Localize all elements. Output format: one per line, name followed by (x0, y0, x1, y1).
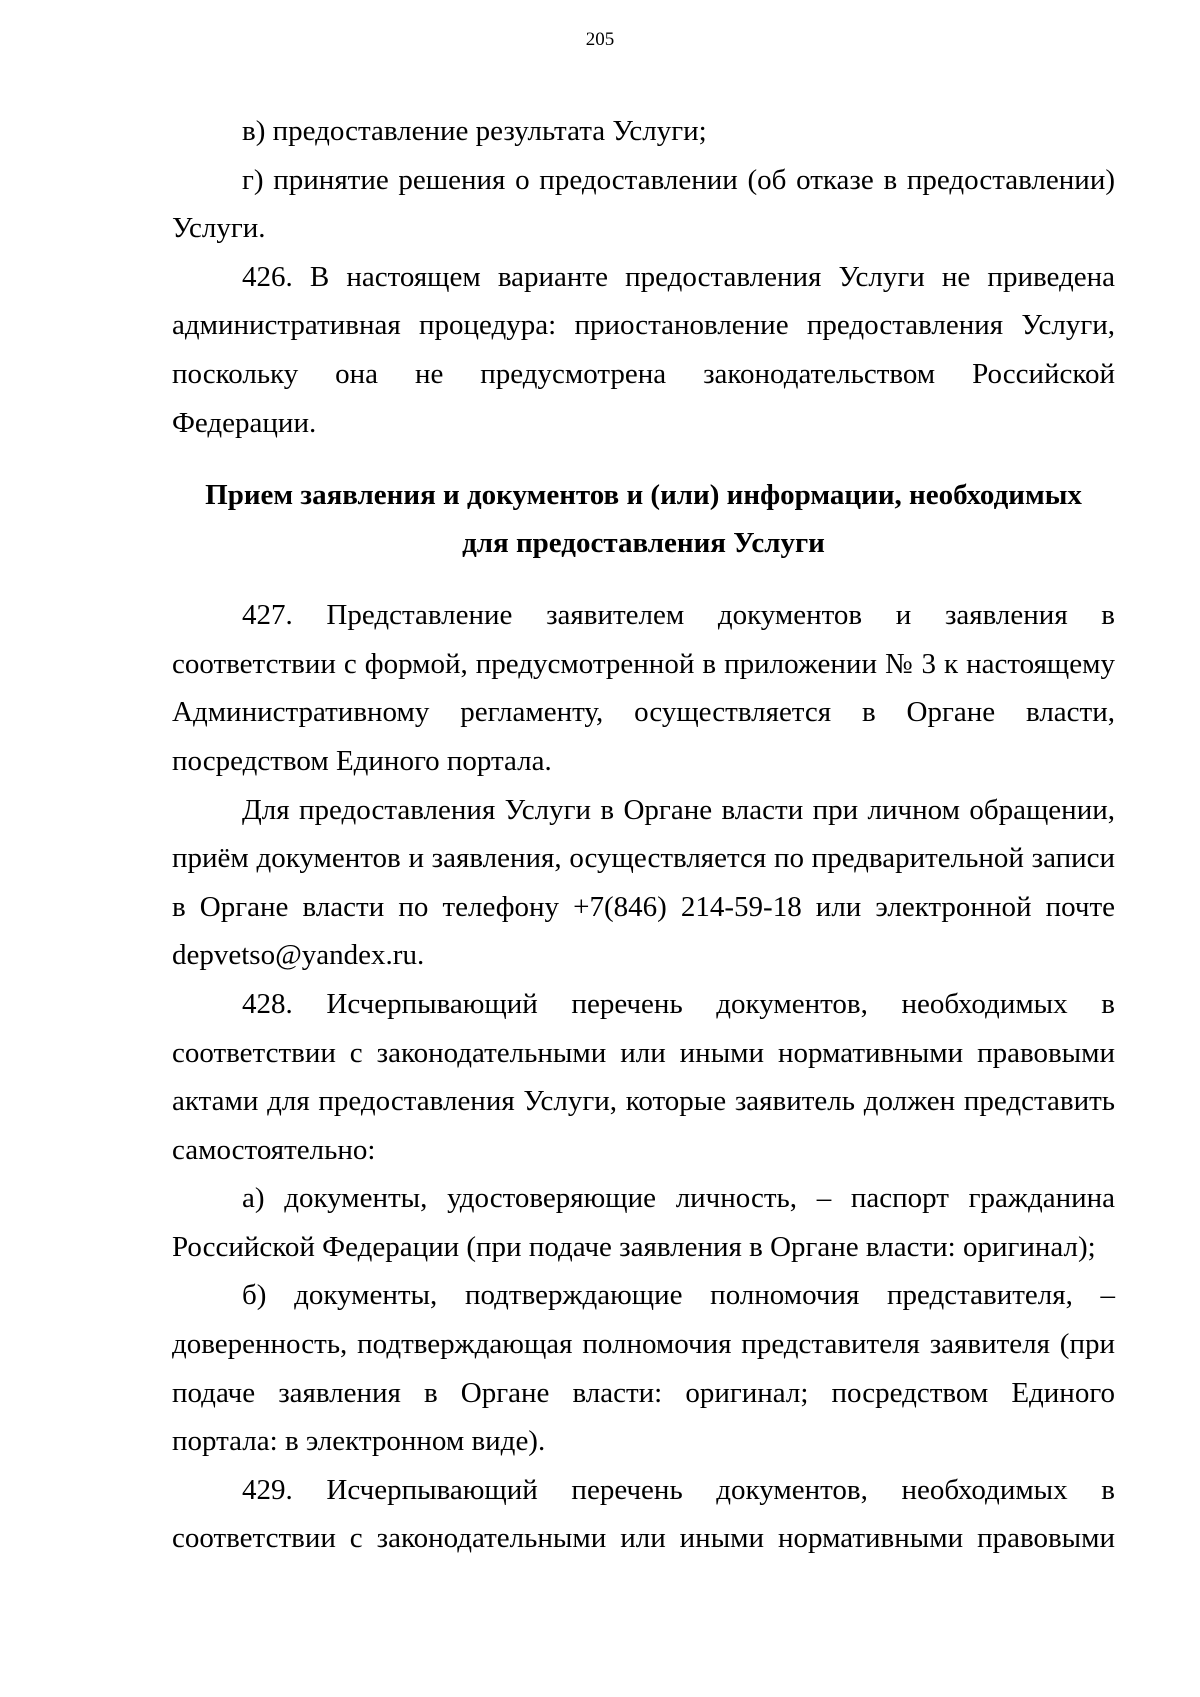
document-body (172, 107, 1115, 1563)
section-heading-line-1: Прием заявления и документов и (или) информации, необходимых (205, 479, 1082, 512)
paragraph-item-v: в) предоставление результата Услуги; (242, 115, 707, 147)
paragraph-personal-visit: Для предоставления Услуги в Органе власти при личном обращении, приём документов и заявления, осуществляется по предварительной записи в Органе власти по телефону +7(846) 214-59-18 или электронной почте depvetso@yandex.ru. (172, 793, 1115, 972)
paragraph-426: 426. В настоящем варианте предоставления Услуги не приведена административная процедура: приостановление предоставления Услуги, поскольку она не предусмотрена законодательством Российской Федерации. (172, 260, 1115, 439)
page-number: 205 (585, 29, 615, 50)
paragraph-item-g: г) принятие решения о предоставлении (об отказе в предоставлении) Услуги. (172, 163, 1115, 245)
paragraph-427: 427. Представление заявителем документов и заявления в соответствии с формой, предусмотренной в приложении № 3 к настоящему Административному регламенту, осуществляется в Органе власти, посредством Единого портала. (172, 599, 1115, 777)
section-heading-line-2: для предоставления Услуги (462, 527, 825, 560)
paragraph-429: 429. Исчерпывающий перечень документов, необходимых в соответствии с законодательными или иными нормативными правовыми (172, 1473, 1115, 1555)
paragraph-item-b: б) документы, подтверждающие полномочия представителя, – доверенность, подтверждающая полномочия представителя заявителя (при подаче заявления в Органе власти: оригинал; посредством Единого портала: в электронном виде). (172, 1279, 1115, 1458)
section-heading (172, 471, 1115, 567)
paragraph-428: 428. Исчерпывающий перечень документов, необходимых в соответствии с законодательными или иными нормативными правовыми актами для предоставления Услуги, которые заявитель должен представить самостоятельно: (172, 987, 1115, 1166)
paragraph-item-a: а) документы, удостоверяющие личность, – паспорт гражданина Российской Федерации (при подаче заявления в Органе власти: оригинал); (172, 1182, 1115, 1263)
